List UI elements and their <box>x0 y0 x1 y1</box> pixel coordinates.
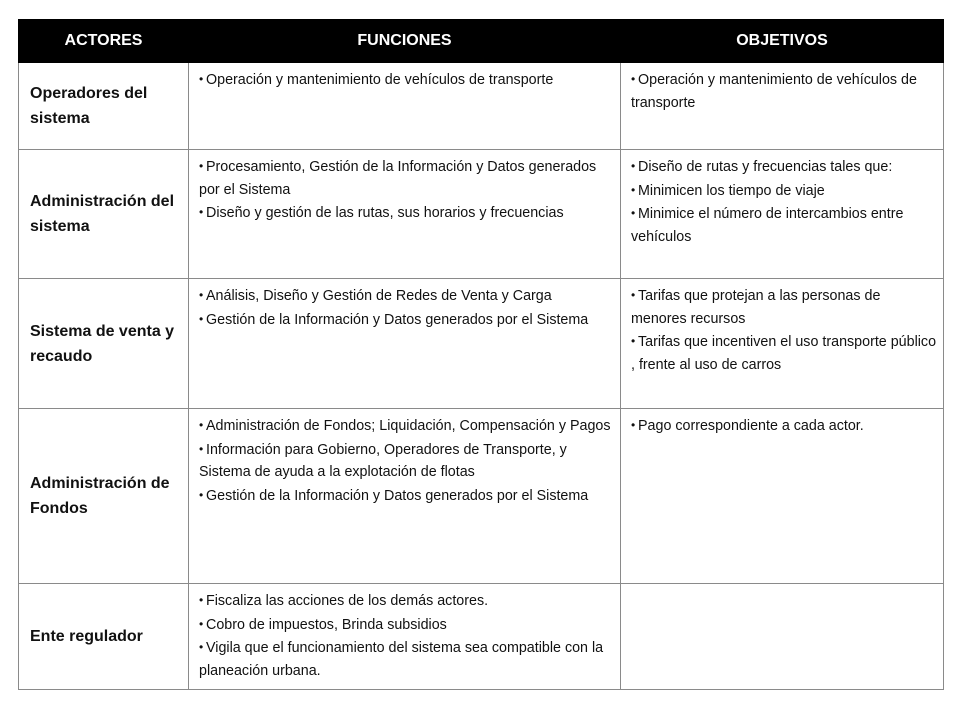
bullet-icon: • <box>631 418 636 432</box>
bullet-icon: • <box>199 593 204 607</box>
list-item <box>199 414 614 438</box>
bullet-icon: • <box>199 288 204 302</box>
funciones-list <box>199 284 614 331</box>
list-item-text: Minimicen los tiempo de viaje <box>638 182 825 199</box>
funciones-list <box>199 414 614 507</box>
objetivos-cell <box>621 279 944 409</box>
list-item <box>631 330 937 376</box>
actor-cell: Operadores del sistema <box>19 63 189 150</box>
objetivos-list <box>631 414 937 438</box>
bullet-icon: • <box>199 311 204 326</box>
list-item-text: Análisis, Diseño y Gestión de Redes de Venta y Carga <box>206 288 552 304</box>
table-header-row <box>19 20 944 63</box>
bullet-icon: • <box>631 288 636 302</box>
funciones-cell <box>189 63 621 150</box>
funciones-list <box>199 589 614 682</box>
list-item <box>631 414 937 438</box>
funciones-list <box>199 68 614 92</box>
list-item-text: Gestión de la Información y Datos generados por el Sistema <box>206 487 589 504</box>
bullet-icon: • <box>199 159 204 173</box>
bullet-icon: • <box>199 72 204 86</box>
list-item <box>631 284 937 330</box>
bullet-icon: • <box>631 72 636 86</box>
actor-cell: Administración del sistema <box>19 150 189 279</box>
list-item-text: Operación y mantenimiento de vehículos de transporte <box>206 72 554 88</box>
list-item <box>199 68 614 92</box>
list-item <box>199 201 614 225</box>
actor-cell: Sistema de venta y recaudo <box>19 279 189 409</box>
header-objetivos: OBJETIVOS <box>621 20 944 63</box>
list-item-text: Procesamiento, Gestión de la Información y Datos generados por el Sistema <box>199 159 597 198</box>
list-item-text: Fiscaliza las acciones de los demás actores. <box>206 593 489 609</box>
bullet-icon: • <box>631 182 636 197</box>
bullet-icon: • <box>199 616 204 631</box>
funciones-list <box>199 155 614 225</box>
list-item <box>199 484 614 508</box>
bullet-icon: • <box>631 206 636 220</box>
bullet-icon: • <box>199 640 204 654</box>
list-item-text: Tarifas que protejan a las personas de menores recursos <box>631 288 881 327</box>
table-row <box>19 409 944 584</box>
list-item-text: Tarifas que incentiven el uso transporte público , frente al uso de carros <box>631 334 937 373</box>
list-item <box>631 155 937 179</box>
list-item-text: Diseño de rutas y frecuencias tales que: <box>638 159 893 175</box>
actor-cell: Ente regulador <box>19 584 189 690</box>
bullet-icon: • <box>631 334 636 348</box>
funciones-cell <box>189 409 621 584</box>
table-row <box>19 279 944 409</box>
actors-table <box>18 19 944 690</box>
list-item <box>631 202 937 248</box>
list-item-text: Vigila que el funcionamiento del sistema sea compatible con la planeación urbana. <box>199 640 604 679</box>
header-funciones: FUNCIONES <box>189 20 621 63</box>
table-row <box>19 63 944 150</box>
list-item-text: Operación y mantenimiento de vehículos de transporte <box>631 72 917 111</box>
list-item <box>631 179 937 203</box>
list-item-text: Pago correspondiente a cada actor. <box>638 418 864 434</box>
objetivos-cell <box>621 409 944 584</box>
objetivos-cell <box>621 63 944 150</box>
list-item-text: Información para Gobierno, Operadores de Transporte, y Sistema de ayuda a la explotación de flotas <box>199 441 567 480</box>
funciones-cell <box>189 150 621 279</box>
list-item <box>199 589 614 613</box>
list-item-text: Gestión de la Información y Datos generados por el Sistema <box>206 311 589 328</box>
list-item <box>199 155 614 201</box>
list-item <box>199 308 614 332</box>
list-item <box>199 284 614 308</box>
list-item <box>199 438 614 484</box>
list-item-text: Diseño y gestión de las rutas, sus horarios y frecuencias <box>206 205 564 221</box>
list-item <box>199 613 614 637</box>
table-row <box>19 150 944 279</box>
objetivos-list <box>631 68 937 114</box>
objetivos-list <box>631 284 937 376</box>
objetivos-list <box>631 155 937 248</box>
objetivos-cell <box>621 584 944 690</box>
bullet-icon: • <box>199 418 204 432</box>
bullet-icon: • <box>199 205 204 219</box>
funciones-cell <box>189 584 621 690</box>
actor-cell: Administración de Fondos <box>19 409 189 584</box>
objetivos-cell <box>621 150 944 279</box>
bullet-icon: • <box>199 487 204 502</box>
list-item-text: Cobro de impuestos, Brinda subsidios <box>206 616 447 633</box>
funciones-cell <box>189 279 621 409</box>
list-item <box>631 68 937 114</box>
list-item-text: Administración de Fondos; Liquidación, Compensación y Pagos <box>206 418 611 434</box>
bullet-icon: • <box>199 441 204 456</box>
table-row <box>19 584 944 690</box>
header-actores: ACTORES <box>19 20 189 63</box>
list-item <box>199 636 614 682</box>
bullet-icon: • <box>631 159 636 173</box>
list-item-text: Minimice el número de intercambios entre vehículos <box>631 206 904 245</box>
